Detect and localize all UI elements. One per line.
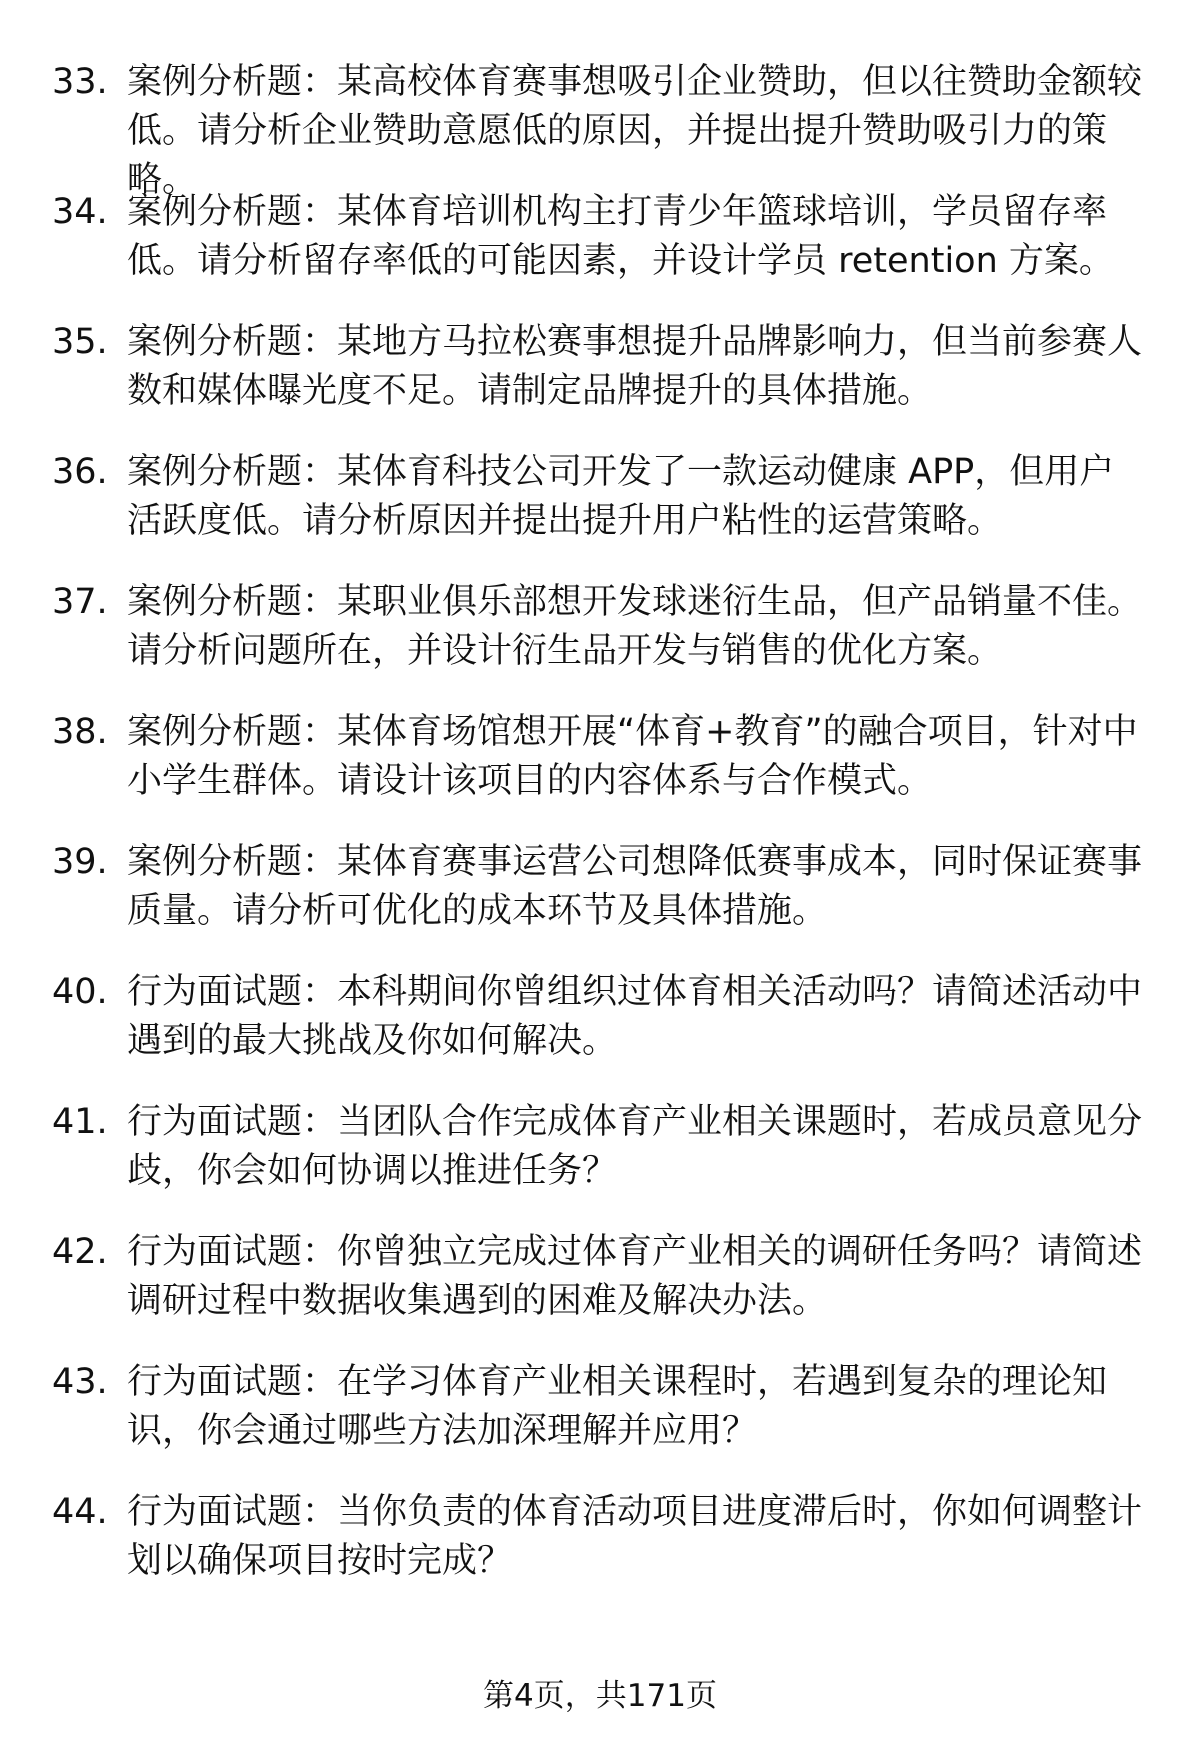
- question-item: [52, 188, 1142, 318]
- question-number: 37.: [52, 582, 108, 622]
- question-number: 35.: [52, 322, 108, 362]
- question-text: 案例分析题：某体育培训机构主打青少年篮球培训，学员留存率低。请分析留存率低的可能因素，并设计学员 retention 方案。: [127, 192, 1114, 281]
- question-text: 行为面试题：在学习体育产业相关课程时，若遇到复杂的理论知识，你会通过哪些方法加深理解并应用？: [127, 1362, 1108, 1451]
- question-item: [52, 318, 1142, 448]
- question-item: [52, 1098, 1142, 1228]
- question-text: 行为面试题：你曾独立完成过体育产业相关的调研任务吗？请简述调研过程中数据收集遇到的困难及解决办法。: [127, 1232, 1143, 1321]
- question-number: 40.: [52, 972, 108, 1012]
- question-list: [52, 58, 1142, 1618]
- question-item: [52, 1228, 1142, 1358]
- question-number: 36.: [52, 452, 108, 492]
- question-text: 案例分析题：某职业俱乐部想开发球迷衍生品，但产品销量不佳。请分析问题所在，并设计衍生品开发与销售的优化方案。: [127, 582, 1143, 671]
- question-number: 41.: [52, 1102, 108, 1142]
- question-number: 42.: [52, 1232, 108, 1272]
- question-text: 行为面试题：当团队合作完成体育产业相关课题时，若成员意见分歧，你会如何协调以推进任务？: [127, 1102, 1143, 1191]
- question-item: [52, 448, 1142, 578]
- question-number: 33.: [52, 62, 108, 102]
- question-number: 34.: [52, 192, 108, 232]
- question-text: 行为面试题：本科期间你曾组织过体育相关活动吗？请简述活动中遇到的最大挑战及你如何解决。: [127, 972, 1143, 1061]
- question-text: 案例分析题：某地方马拉松赛事想提升品牌影响力，但当前参赛人数和媒体曝光度不足。请制定品牌提升的具体措施。: [127, 322, 1143, 411]
- question-text: 案例分析题：某高校体育赛事想吸引企业赞助，但以往赞助金额较低。请分析企业赞助意愿低的原因，并提出提升赞助吸引力的策略。: [127, 62, 1143, 200]
- question-number: 39.: [52, 842, 108, 882]
- question-text: 案例分析题：某体育场馆想开展“体育+教育”的融合项目，针对中小学生群体。请设计该项目的内容体系与合作模式。: [127, 712, 1138, 801]
- question-text: 案例分析题：某体育赛事运营公司想降低赛事成本，同时保证赛事质量。请分析可优化的成本环节及具体措施。: [127, 842, 1143, 931]
- question-item: [52, 58, 1143, 200]
- question-item: [52, 968, 1142, 1098]
- question-number: 43.: [52, 1362, 108, 1402]
- question-number: 44.: [52, 1492, 108, 1532]
- question-text: 行为面试题：当你负责的体育活动项目进度滞后时，你如何调整计划以确保项目按时完成？: [127, 1492, 1143, 1581]
- question-number: 38.: [52, 712, 108, 752]
- question-item: [52, 1358, 1142, 1488]
- question-item: [52, 1488, 1142, 1618]
- question-item: [52, 578, 1142, 708]
- question-item: [52, 708, 1142, 838]
- question-text: 案例分析题：某体育科技公司开发了一款运动健康 APP，但用户活跃度低。请分析原因并提出提升用户粘性的运营策略。: [127, 452, 1115, 541]
- question-item: [52, 838, 1142, 968]
- page-footer: 第4页，共171页: [483, 1678, 717, 1714]
